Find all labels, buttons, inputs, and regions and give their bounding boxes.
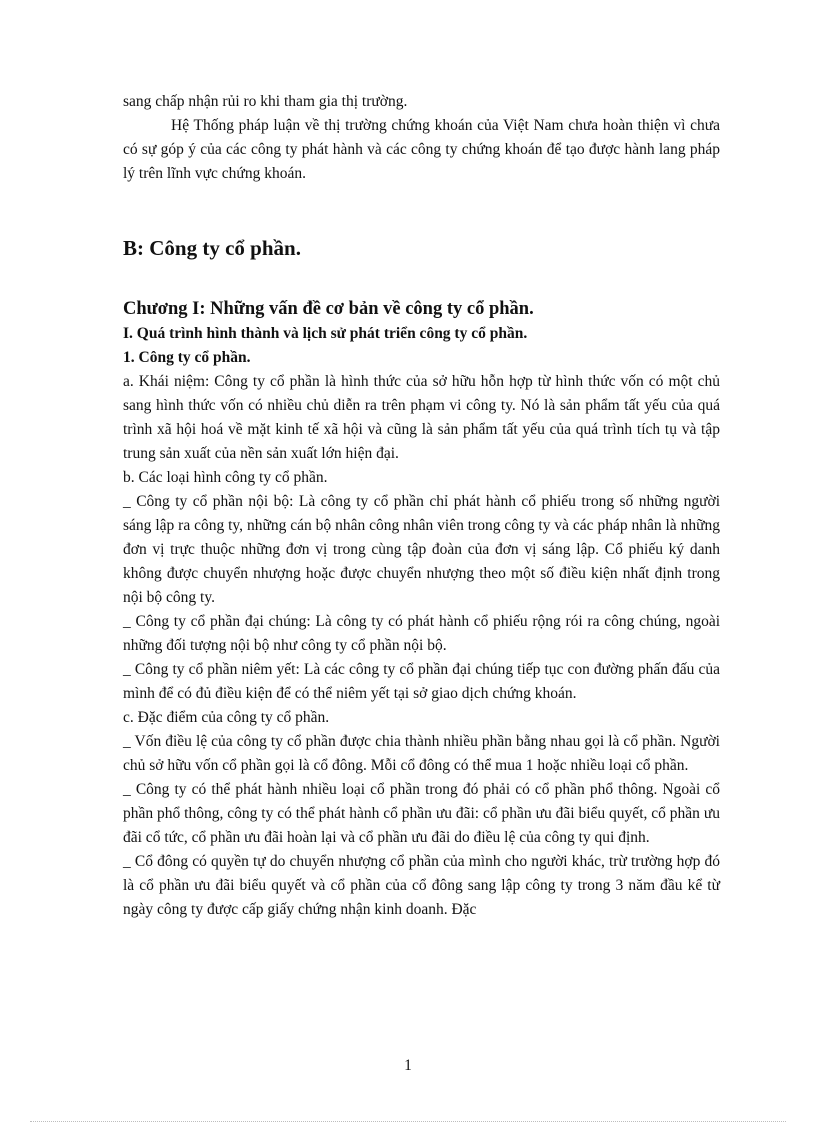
page-content — [123, 90, 720, 922]
subsection-heading: 1. Công ty cổ phần. — [123, 349, 251, 366]
section-heading: I. Quá trình hình thành và lịch sử phát triển công ty cổ phần. — [123, 325, 528, 342]
body-paragraph: _ Công ty cổ phần đại chúng: Là công ty có phát hành cổ phiếu rộng rói ra công chúng, ngoài những đối tượng nội bộ như công ty cổ phần nội bộ. — [123, 613, 720, 654]
body-paragraph: b. Các loại hình công ty cổ phần. — [123, 469, 328, 486]
chapter-heading: Chương I: Những vấn đề cơ bản về công ty cổ phần. — [123, 299, 534, 319]
intro-paragraph: Hệ Thống pháp luận về thị trường chứng khoán của Việt Nam chưa hoàn thiện vì chưa có sự góp ý của các công ty phát hành và các công ty chứng khoán để tạo được hành lang pháp lý trên lĩnh vực chứng khoán. — [123, 117, 720, 182]
body-paragraph: _ Công ty cổ phần nội bộ: Là công ty cổ phần chỉ phát hành cổ phiếu trong số những người sáng lập ra công ty, những cán bộ nhân công nhân viên trong công ty và các pháp nhân là những đơn vị trực thuộc những đơn vị trong cùng tập đoàn của đơn vị sáng lập. Cổ phiếu ký danh không được chuyển nhượng hoặc được chuyển nhượng theo một số điều kiện nhất định trong nội bộ công ty. — [123, 493, 720, 606]
body-paragraph: a. Khái niệm: Công ty cổ phần là hình thức của sở hữu hỗn hợp từ hình thức vốn có một chủ sang hình thức vốn có nhiều chủ diễn ra trên phạm vi công ty. Nó là sản phẩm tất yếu của quá trình xã hội hoá về mặt kinh tế xã hội và cũng là sản phẩm tất yếu của quá trình tích tụ và tập trung sản xuất của nền sản xuất lớn hiện đại. — [123, 373, 720, 462]
part-heading: B: Công ty cổ phần. — [123, 236, 301, 260]
body-paragraph: c. Đặc điểm của công ty cổ phần. — [123, 709, 330, 726]
body-paragraph: _ Vốn điều lệ của công ty cổ phần được chia thành nhiều phần bằng nhau gọi là cổ phần. Người chủ sở hữu vốn cổ phần gọi là cổ đông. Mỗi cổ đông có thể mua 1 hoặc nhiều loại cổ phần. — [123, 733, 720, 774]
intro-paragraph: sang chấp nhận rủi ro khi tham gia thị trường. — [123, 93, 408, 110]
page-number: 1 — [404, 1057, 412, 1074]
body-paragraph: _ Công ty có thể phát hành nhiều loại cổ phần trong đó phải có cổ phần phổ thông. Ngoài cổ phần phổ thông, công ty có thể phát hành cổ phần ưu đãi: cổ phần ưu đãi biểu quyết, cổ phần ưu đãi cổ tức, cổ phần ưu đãi hoàn lại và cổ phần ưu đãi do điều lệ của công ty qui định. — [123, 781, 720, 846]
body-paragraph: _ Công ty cổ phần niêm yết: Là các công ty cổ phần đại chúng tiếp tục con đường phấn đấu của mình để có đủ điều kiện để có thể niêm yết tại sở giao dịch chứng khoán. — [123, 661, 720, 702]
body-paragraph: _ Cổ đông có quyền tự do chuyển nhượng cổ phần của mình cho người khác, trừ trường hợp đó là cổ phần ưu đãi biểu quyết và cổ phần của cổ đông sang lập công ty trong 3 năm đầu kể từ ngày công ty được cấp giấy chứng nhận kinh doanh. Đặc — [123, 853, 720, 918]
page-bottom-border — [30, 1121, 786, 1122]
